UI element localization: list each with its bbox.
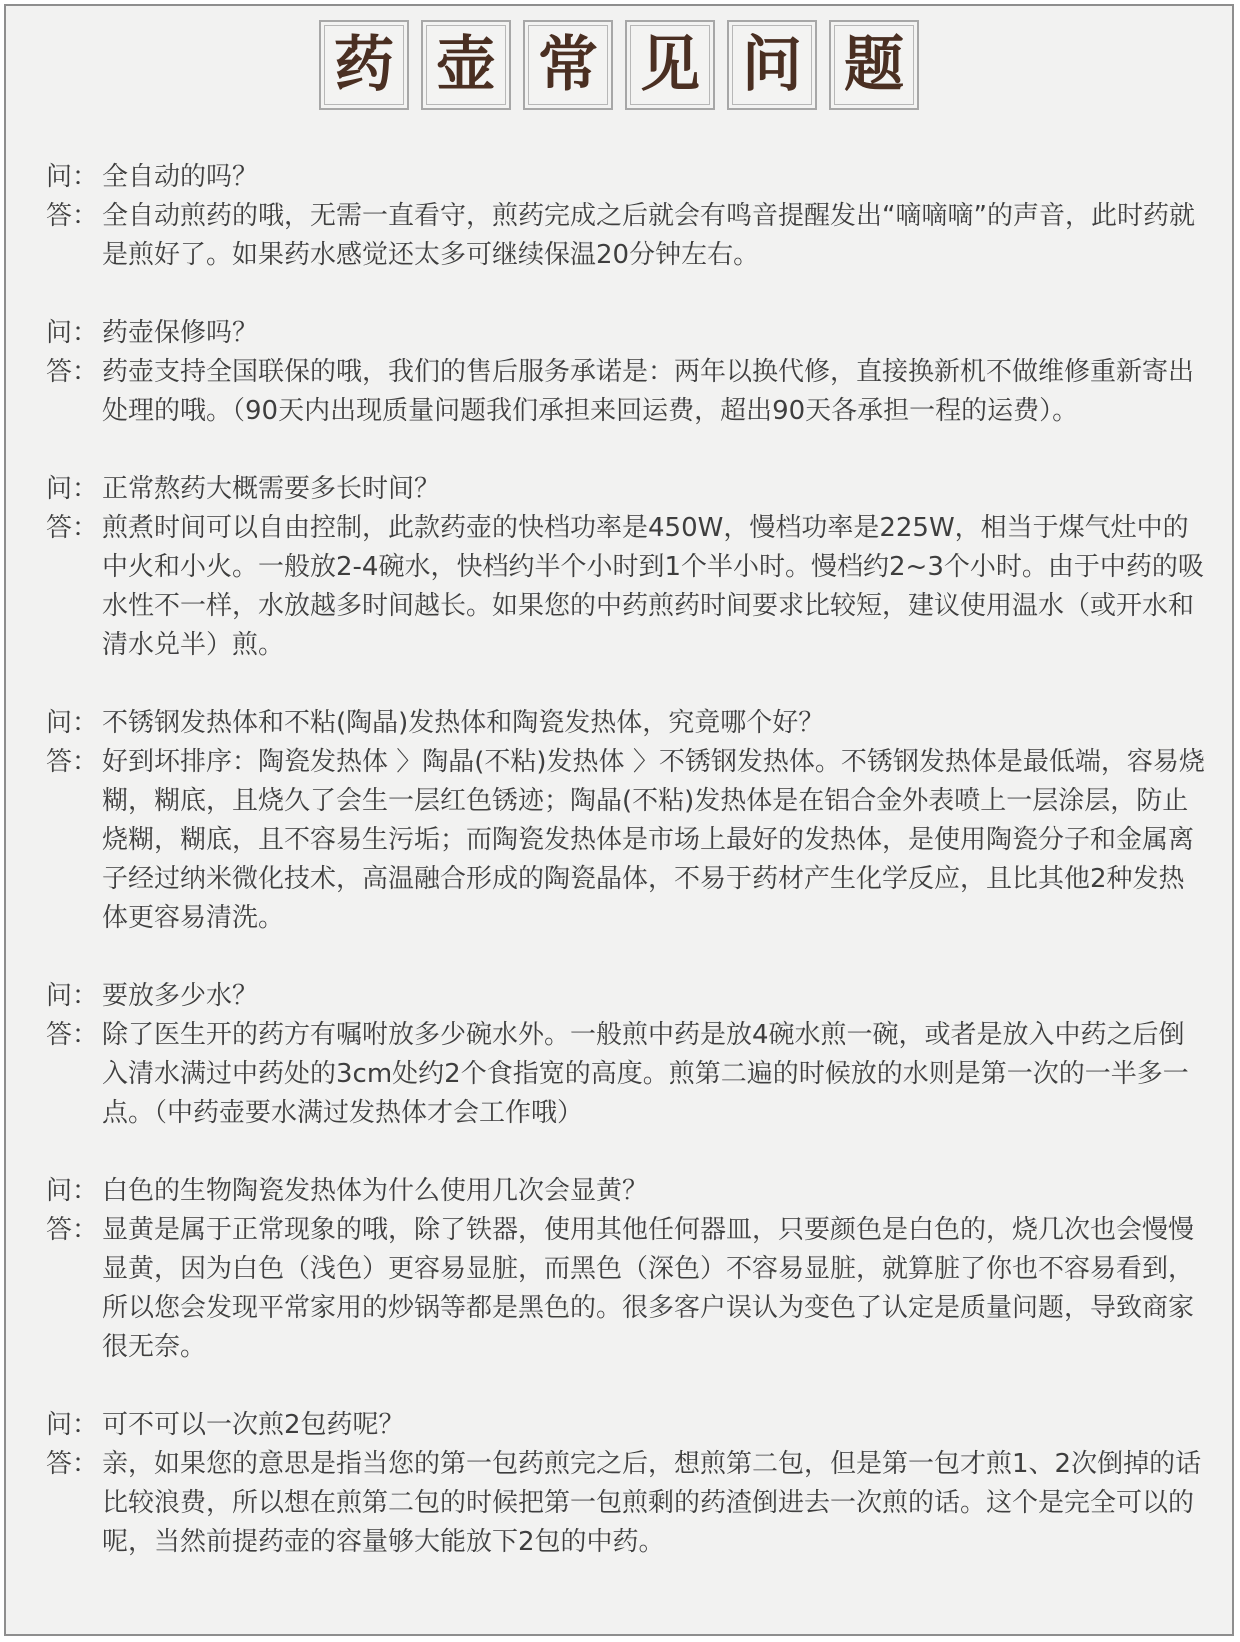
answer-prefix: 答：	[46, 357, 99, 387]
faq-item	[46, 704, 1206, 938]
question-prefix: 问：	[46, 318, 99, 348]
page-title	[6, 20, 1232, 110]
title-char: 题	[834, 25, 914, 105]
answer-text: 除了医生开的药方有嘱咐放多少碗水外。一般煎中药是放4碗水煎一碗，或者是放入中药之后倒入清水满过中药处的3cm处约2个食指宽的高度。煎第二遍的时候放的水则是第一次的一半多一点。（中药壶要水满过发热体才会工作哦）	[102, 1020, 1189, 1128]
title-char-box	[829, 20, 919, 110]
faq-item	[46, 158, 1206, 275]
answer-line	[46, 743, 1206, 938]
faq-item	[46, 1406, 1206, 1562]
answer-prefix: 答：	[46, 1449, 99, 1479]
answer-text: 全自动煎药的哦，无需一直看守，煎药完成之后就会有鸣音提醒发出“嘀嘀嘀”的声音，此时药就是煎好了。如果药水感觉还太多可继续保温20分钟左右。	[102, 201, 1195, 270]
question-line	[46, 1406, 1206, 1445]
question-line	[46, 977, 1206, 1016]
answer-text: 煎煮时间可以自由控制，此款药壶的快档功率是450W，慢档功率是225W，相当于煤气灶中的中火和小火。一般放2-4碗水，快档约半个小时到1个半小时。慢档约2~3个小时。由于中药的吸水性不一样，水放越多时间越长。如果您的中药煎药时间要求比较短，建议使用温水（或开水和清水兑半）煎。	[102, 513, 1204, 660]
question-prefix: 问：	[46, 708, 99, 738]
question-text: 不锈钢发热体和不粘(陶晶)发热体和陶瓷发热体，究竟哪个好？	[102, 708, 825, 738]
question-text: 药壶保修吗？	[102, 318, 259, 348]
answer-text: 显黄是属于正常现象的哦，除了铁器，使用其他任何器皿，只要颜色是白色的，烧几次也会慢慢显黄，因为白色（浅色）更容易显脏，而黑色（深色）不容易显脏，就算脏了你也不容易看到，所以您会发现平常家用的炒锅等都是黑色的。很多客户误认为变色了认定是质量问题，导致商家很无奈。	[102, 1215, 1195, 1362]
question-text: 白色的生物陶瓷发热体为什么使用几次会显黄？	[102, 1176, 649, 1206]
faq-item	[46, 470, 1206, 665]
answer-prefix: 答：	[46, 747, 99, 777]
faq-item	[46, 1172, 1206, 1367]
question-prefix: 问：	[46, 1176, 99, 1206]
answer-line	[46, 1016, 1206, 1133]
answer-prefix: 答：	[46, 513, 99, 543]
question-prefix: 问：	[46, 474, 99, 504]
title-char-box	[727, 20, 817, 110]
question-line	[46, 704, 1206, 743]
question-prefix: 问：	[46, 1410, 99, 1440]
faq-item	[46, 977, 1206, 1133]
title-char: 见	[630, 25, 710, 105]
answer-line	[46, 1445, 1206, 1562]
title-char-box	[523, 20, 613, 110]
title-char: 药	[324, 25, 404, 105]
answer-text: 好到坏排序：陶瓷发热体 〉陶晶(不粘)发热体 〉不锈钢发热体。不锈钢发热体是最低端，容易烧糊，糊底，且烧久了会生一层红色锈迹；陶晶(不粘)发热体是在铝合金外表喷上一层涂层，防止烧糊，糊底，且不容易生污垢；而陶瓷发热体是市场上最好的发热体，是使用陶瓷分子和金属离子经过纳米微化技术，高温融合形成的陶瓷晶体，不易于药材产生化学反应，且比其他2种发热体更容易清洗。	[102, 747, 1205, 933]
faq-item	[46, 314, 1206, 431]
question-text: 要放多少水？	[102, 981, 259, 1011]
faq-page	[4, 4, 1234, 1636]
answer-line	[46, 1211, 1206, 1367]
question-text: 可不可以一次煎2包药呢？	[102, 1410, 405, 1440]
question-line	[46, 470, 1206, 509]
title-char-box	[421, 20, 511, 110]
question-line	[46, 1172, 1206, 1211]
answer-prefix: 答：	[46, 1215, 99, 1245]
answer-prefix: 答：	[46, 201, 99, 231]
question-line	[46, 158, 1206, 197]
title-char: 常	[528, 25, 608, 105]
title-char: 壶	[426, 25, 506, 105]
question-text: 全自动的吗？	[102, 162, 259, 192]
question-line	[46, 314, 1206, 353]
question-prefix: 问：	[46, 162, 99, 192]
faq-list	[46, 158, 1206, 1601]
answer-line	[46, 353, 1206, 431]
question-prefix: 问：	[46, 981, 99, 1011]
answer-prefix: 答：	[46, 1020, 99, 1050]
answer-text: 药壶支持全国联保的哦，我们的售后服务承诺是：两年以换代修，直接换新机不做维修重新寄出处理的哦。（90天内出现质量问题我们承担来回运费，超出90天各承担一程的运费）。	[102, 357, 1195, 426]
answer-text: 亲，如果您的意思是指当您的第一包药煎完之后，想煎第二包，但是第一包才煎1、2次倒掉的话比较浪费，所以想在煎第二包的时候把第一包煎剩的药渣倒进去一次煎的话。这个是完全可以的呢，当然前提药壶的容量够大能放下2包的中药。	[102, 1449, 1202, 1557]
title-char-box	[319, 20, 409, 110]
question-text: 正常熬药大概需要多长时间？	[102, 474, 441, 504]
answer-line	[46, 509, 1206, 665]
title-char-box	[625, 20, 715, 110]
answer-line	[46, 197, 1206, 275]
title-char: 问	[732, 25, 812, 105]
